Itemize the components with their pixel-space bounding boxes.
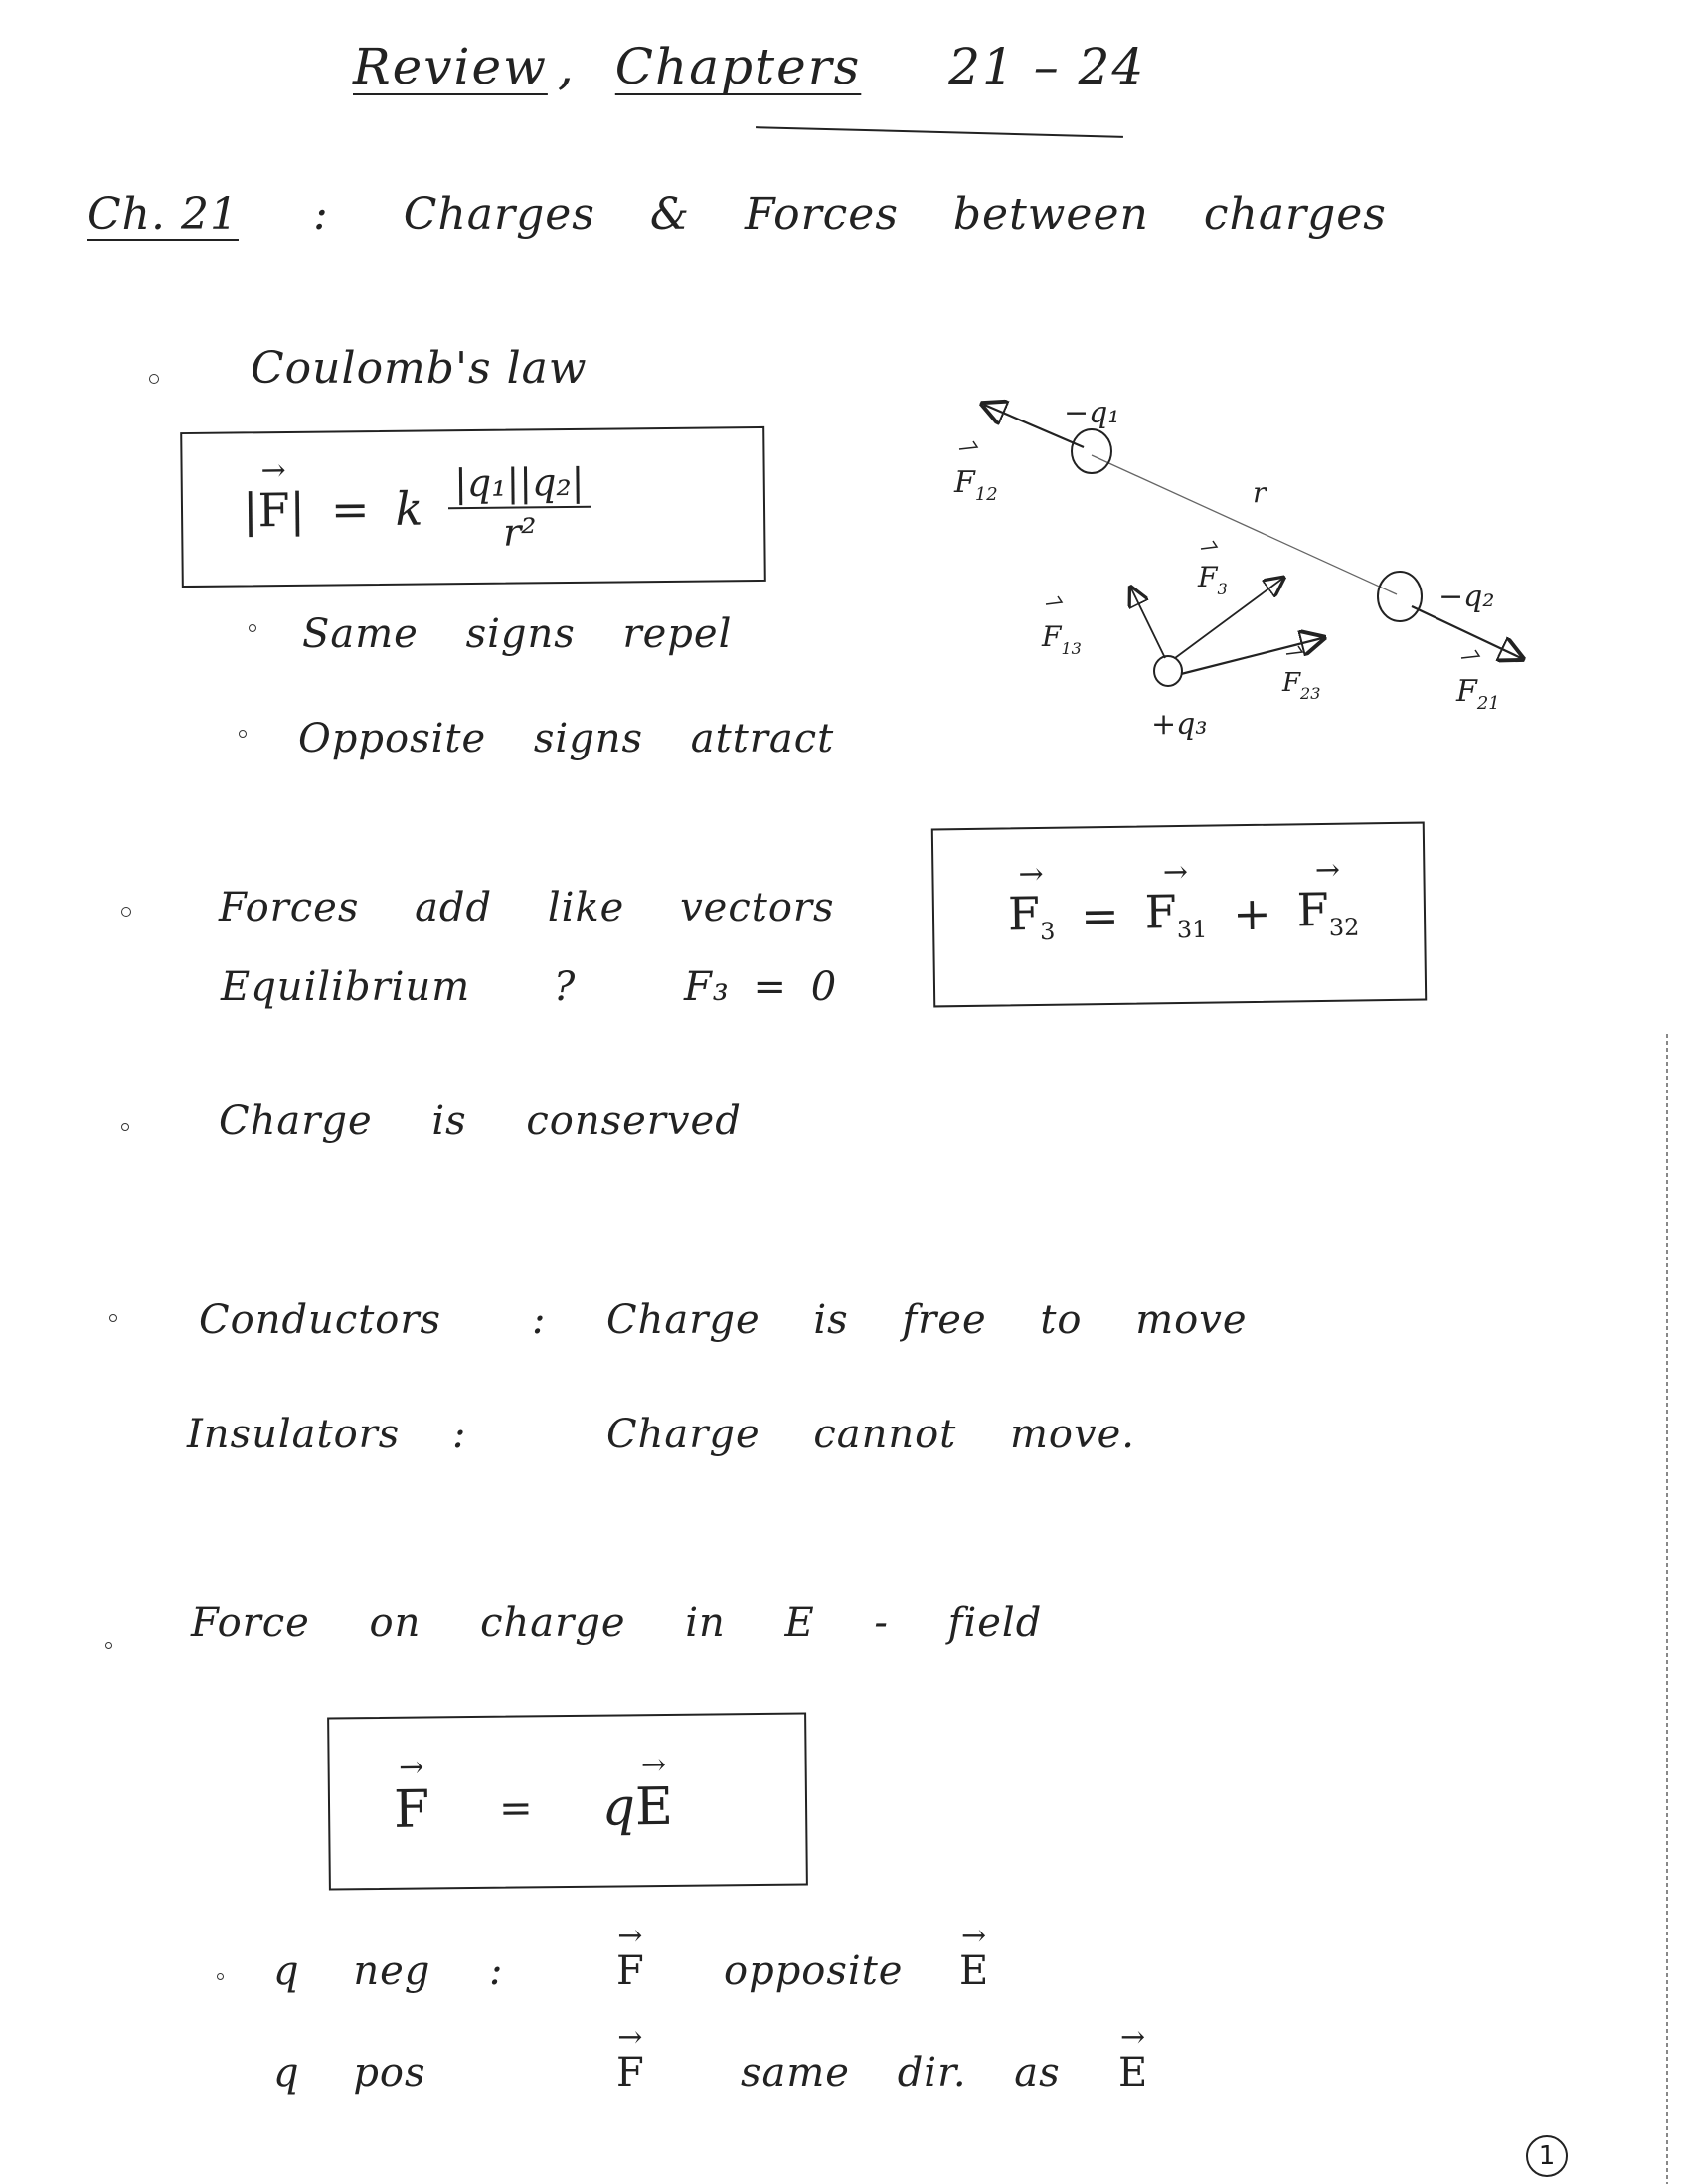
force-f13-arrow <box>1131 588 1165 658</box>
title-comma: , <box>557 38 576 95</box>
conductors-colon: : <box>532 1297 547 1343</box>
forces-add-text: Forces add like vectors <box>219 885 835 930</box>
force-f12-label: $F_{12}$ <box>954 465 998 505</box>
efield-product <box>601 1777 673 1838</box>
equals-sign: = <box>1080 888 1120 942</box>
rule-same-signs: Same signs repel <box>302 611 733 657</box>
case-pos-charge: q pos <box>273 2050 426 2096</box>
force-f3-label: $F_3$ <box>1198 561 1228 598</box>
insulators-colon: : <box>452 1412 467 1457</box>
case-neg-relation: opposite <box>724 1948 904 1994</box>
force-f23-arrow <box>1181 638 1322 674</box>
chapter-topic: Charges & Forces between charges <box>403 189 1387 240</box>
efield-equation <box>394 1777 673 1840</box>
chapter-heading <box>87 189 1387 240</box>
insulators-description: Charge cannot move. <box>606 1412 1135 1457</box>
force-vector: → F <box>394 1779 430 1839</box>
charge-q: q <box>601 1777 636 1838</box>
charge-q2-label: −q₂ <box>1438 580 1495 614</box>
efield-equation-box <box>327 1712 808 1890</box>
title-underline <box>756 126 1123 138</box>
bullet-dot <box>149 374 159 384</box>
page-title <box>353 38 1145 95</box>
force-f23-label: $F_{23}$ <box>1282 668 1321 703</box>
force-magnitude: → |F| <box>243 483 305 538</box>
case-neg-charge: q neg <box>273 1948 431 1994</box>
separation-line <box>1092 455 1397 594</box>
case-neg-colon: : <box>489 1948 504 1994</box>
case-pos-force: → F <box>616 2050 645 2096</box>
superposition-equation <box>1008 882 1360 945</box>
fraction-numerator: |q₁||q₂| <box>448 460 591 509</box>
charge-q1-label: −q₁ <box>1064 396 1120 430</box>
coulomb-equation <box>243 460 592 558</box>
chapter-label: Ch. 21 <box>87 189 239 240</box>
charge-q1-icon <box>1072 429 1111 473</box>
plus-sign: + <box>1232 886 1272 940</box>
force-f3: → $F_3$ <box>1008 887 1056 946</box>
charge-conserved-text: Charge is conserved <box>219 1098 742 1144</box>
bullet-dot <box>121 907 131 917</box>
chapter-colon: : <box>312 189 329 240</box>
coulomb-equation-box <box>180 426 766 588</box>
title-review: Review <box>353 38 548 95</box>
equilibrium-condition: F₃ = 0 <box>684 964 838 1010</box>
case-pos-relation: same dir. as <box>741 2050 1061 2096</box>
equilibrium-text: Equilibrium ? <box>221 964 577 1010</box>
rule-opposite-signs: Opposite signs attract <box>298 716 835 761</box>
bullet-dot <box>109 1314 117 1322</box>
bullet-dot <box>105 1642 112 1649</box>
page-number: 1 <box>1526 2135 1568 2177</box>
force-f13-label: $F_{13}$ <box>1042 620 1082 658</box>
case-pos-efield: → E <box>1118 2050 1148 2096</box>
charge-q3-label: +q₃ <box>1151 707 1208 742</box>
force-f21-label: $F_{21}$ <box>1456 674 1500 714</box>
force-f31: → $F_{31}$ <box>1144 885 1207 944</box>
bullet-dot <box>239 730 247 738</box>
bullet-dot <box>217 1973 224 1980</box>
title-chapters: Chapters <box>614 38 862 95</box>
efield-vector: → E <box>635 1777 674 1837</box>
conductors-label: Conductors <box>199 1297 442 1343</box>
scan-page-edge <box>1666 1034 1668 2184</box>
force-f32: → $F_{32}$ <box>1296 882 1359 941</box>
efield-heading: Force on charge in E - field <box>191 1600 1043 1646</box>
force-f3-arrow <box>1175 579 1282 658</box>
conductors-description: Charge is free to move <box>606 1297 1248 1343</box>
bullet-dot <box>121 1123 129 1131</box>
charge-q3-icon <box>1154 656 1182 686</box>
equals-sign: = <box>498 1785 533 1832</box>
fraction-denominator: r² <box>502 510 537 555</box>
coulomb-heading: Coulomb's law <box>251 343 588 394</box>
coulomb-constant: k <box>395 481 423 536</box>
bullet-dot <box>249 624 256 632</box>
case-neg-force: → F <box>616 1948 645 1994</box>
force-diagram <box>915 368 1551 765</box>
separation-label: r <box>1253 476 1267 509</box>
insulators-label: Insulators <box>187 1412 401 1457</box>
case-neg-efield: → E <box>959 1948 989 1994</box>
charge-q2-icon <box>1378 572 1422 621</box>
title-range: 21 – 24 <box>948 38 1146 95</box>
coulomb-fraction <box>448 460 591 555</box>
superposition-equation-box <box>931 822 1427 1008</box>
equals-sign: = <box>330 482 370 537</box>
